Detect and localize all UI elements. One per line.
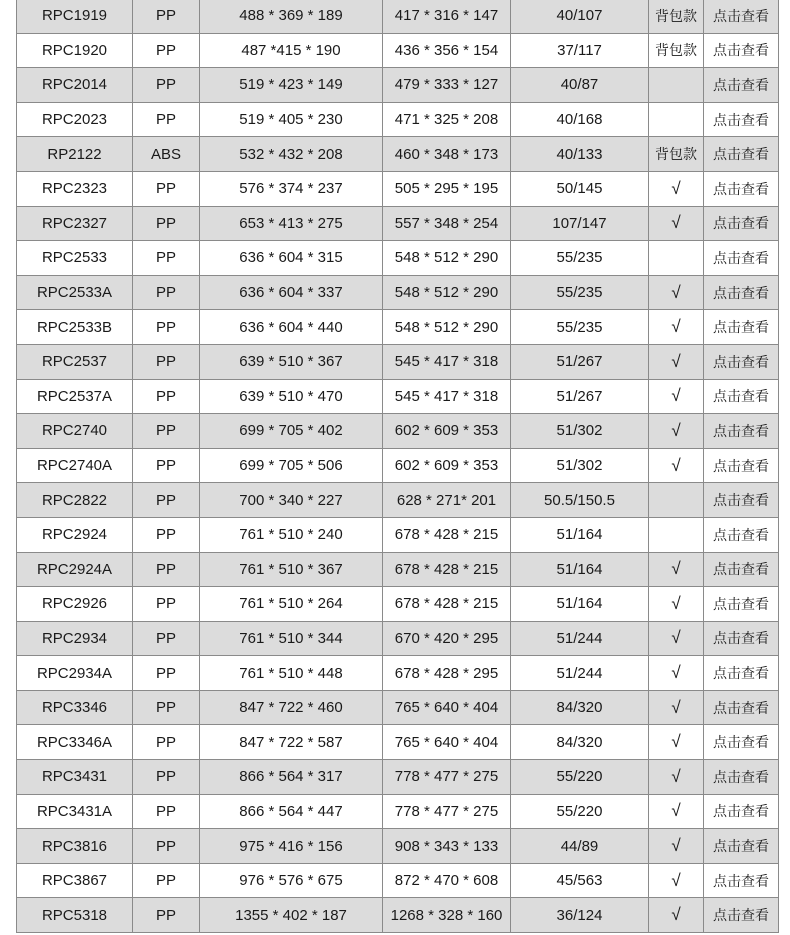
weight-volume-cell: 37/117 [511,33,649,68]
outer-size-cell: 532 * 432 * 208 [200,137,383,172]
material-cell: PP [133,206,200,241]
material-cell: PP [133,898,200,933]
view-details-link[interactable]: 点击查看 [704,102,779,137]
view-details-link[interactable]: 点击查看 [704,587,779,622]
view-details-link[interactable]: 点击查看 [704,171,779,206]
weight-volume-cell: 40/87 [511,68,649,103]
inner-size-cell: 505 * 295 * 195 [383,171,511,206]
weight-volume-cell: 55/220 [511,760,649,795]
material-cell: PP [133,656,200,691]
table-row [17,241,779,276]
model-cell: RPC2537 [17,344,133,379]
table-row [17,863,779,898]
model-cell: RPC2822 [17,483,133,518]
outer-size-cell: 761 * 510 * 264 [200,587,383,622]
outer-size-cell: 976 * 576 * 675 [200,863,383,898]
outer-size-cell: 487 *415 * 190 [200,33,383,68]
view-details-link[interactable]: 点击查看 [704,829,779,864]
model-cell: RPC2934A [17,656,133,691]
weight-volume-cell: 51/244 [511,656,649,691]
table-row [17,33,779,68]
inner-size-cell: 678 * 428 * 295 [383,656,511,691]
view-details-link[interactable]: 点击查看 [704,310,779,345]
model-cell: RPC1919 [17,0,133,33]
material-cell: PP [133,344,200,379]
view-details-link[interactable]: 点击查看 [704,414,779,449]
outer-size-cell: 866 * 564 * 317 [200,760,383,795]
material-cell: PP [133,275,200,310]
inner-size-cell: 548 * 512 * 290 [383,275,511,310]
weight-volume-cell: 36/124 [511,898,649,933]
model-cell: RPC2537A [17,379,133,414]
note-cell [649,68,704,103]
outer-size-cell: 1355 * 402 * 187 [200,898,383,933]
material-cell: PP [133,829,200,864]
material-cell: PP [133,760,200,795]
view-details-link[interactable]: 点击查看 [704,379,779,414]
note-cell: √ [649,621,704,656]
material-cell: PP [133,483,200,518]
model-cell: RPC3816 [17,829,133,864]
inner-size-cell: 602 * 609 * 353 [383,448,511,483]
outer-size-cell: 975 * 416 * 156 [200,829,383,864]
note-cell: √ [649,552,704,587]
weight-volume-cell: 44/89 [511,829,649,864]
view-details-link[interactable]: 点击查看 [704,898,779,933]
material-cell: PP [133,379,200,414]
material-cell: PP [133,171,200,206]
view-details-link[interactable]: 点击查看 [704,517,779,552]
material-cell: PP [133,102,200,137]
note-cell: √ [649,379,704,414]
view-details-link[interactable]: 点击查看 [704,656,779,691]
inner-size-cell: 417 * 316 * 147 [383,0,511,33]
table-row [17,68,779,103]
model-cell: RPC2023 [17,102,133,137]
view-details-link[interactable]: 点击查看 [704,794,779,829]
view-details-link[interactable]: 点击查看 [704,483,779,518]
inner-size-cell: 1268 * 328 * 160 [383,898,511,933]
note-cell: √ [649,171,704,206]
inner-size-cell: 778 * 477 * 275 [383,760,511,795]
inner-size-cell: 557 * 348 * 254 [383,206,511,241]
weight-volume-cell: 55/220 [511,794,649,829]
note-cell: √ [649,275,704,310]
outer-size-cell: 636 * 604 * 440 [200,310,383,345]
table-row [17,760,779,795]
table-row [17,379,779,414]
weight-volume-cell: 84/320 [511,725,649,760]
table-row [17,171,779,206]
note-cell [649,241,704,276]
inner-size-cell: 602 * 609 * 353 [383,414,511,449]
weight-volume-cell: 51/302 [511,448,649,483]
table-body [17,0,779,933]
note-cell: √ [649,760,704,795]
table-row [17,829,779,864]
table-row [17,621,779,656]
view-details-link[interactable]: 点击查看 [704,275,779,310]
weight-volume-cell: 51/164 [511,587,649,622]
outer-size-cell: 761 * 510 * 448 [200,656,383,691]
inner-size-cell: 436 * 356 * 154 [383,33,511,68]
model-cell: RPC3431A [17,794,133,829]
material-cell: PP [133,725,200,760]
material-cell: PP [133,552,200,587]
note-cell: √ [649,829,704,864]
weight-volume-cell: 55/235 [511,275,649,310]
table-row [17,483,779,518]
weight-volume-cell: 51/267 [511,344,649,379]
view-details-link[interactable]: 点击查看 [704,344,779,379]
model-cell: RPC3346A [17,725,133,760]
note-cell: 背包款 [649,33,704,68]
inner-size-cell: 548 * 512 * 290 [383,241,511,276]
model-cell: RP2122 [17,137,133,172]
outer-size-cell: 699 * 705 * 506 [200,448,383,483]
view-details-link[interactable]: 点击查看 [704,725,779,760]
outer-size-cell: 699 * 705 * 402 [200,414,383,449]
weight-volume-cell: 51/244 [511,621,649,656]
model-cell: RPC2924A [17,552,133,587]
weight-volume-cell: 40/168 [511,102,649,137]
inner-size-cell: 765 * 640 * 404 [383,725,511,760]
material-cell: PP [133,0,200,33]
inner-size-cell: 908 * 343 * 133 [383,829,511,864]
weight-volume-cell: 55/235 [511,310,649,345]
outer-size-cell: 519 * 423 * 149 [200,68,383,103]
note-cell: √ [649,448,704,483]
inner-size-cell: 460 * 348 * 173 [383,137,511,172]
outer-size-cell: 761 * 510 * 344 [200,621,383,656]
view-details-link[interactable]: 点击查看 [704,0,779,33]
model-cell: RPC1920 [17,33,133,68]
inner-size-cell: 678 * 428 * 215 [383,552,511,587]
material-cell: ABS [133,137,200,172]
inner-size-cell: 778 * 477 * 275 [383,794,511,829]
inner-size-cell: 678 * 428 * 215 [383,517,511,552]
table-row [17,206,779,241]
material-cell: PP [133,863,200,898]
model-cell: RPC2934 [17,621,133,656]
table-row [17,137,779,172]
model-cell: RPC3346 [17,690,133,725]
weight-volume-cell: 51/302 [511,414,649,449]
model-cell: RPC2533B [17,310,133,345]
view-details-link[interactable]: 点击查看 [704,621,779,656]
table-row [17,898,779,933]
note-cell: √ [649,310,704,345]
note-cell: √ [649,898,704,933]
outer-size-cell: 636 * 604 * 337 [200,275,383,310]
inner-size-cell: 548 * 512 * 290 [383,310,511,345]
weight-volume-cell: 55/235 [511,241,649,276]
product-spec-table-wrapper [16,0,774,933]
table-row [17,587,779,622]
weight-volume-cell: 45/563 [511,863,649,898]
table-row [17,794,779,829]
view-details-link[interactable]: 点击查看 [704,863,779,898]
model-cell: RPC2014 [17,68,133,103]
note-cell [649,517,704,552]
inner-size-cell: 765 * 640 * 404 [383,690,511,725]
inner-size-cell: 545 * 417 * 318 [383,379,511,414]
note-cell: √ [649,725,704,760]
note-cell [649,102,704,137]
outer-size-cell: 639 * 510 * 470 [200,379,383,414]
material-cell: PP [133,690,200,725]
table-row [17,656,779,691]
model-cell: RPC2327 [17,206,133,241]
outer-size-cell: 847 * 722 * 587 [200,725,383,760]
model-cell: RPC2926 [17,587,133,622]
material-cell: PP [133,621,200,656]
model-cell: RPC2323 [17,171,133,206]
outer-size-cell: 761 * 510 * 240 [200,517,383,552]
outer-size-cell: 519 * 405 * 230 [200,102,383,137]
outer-size-cell: 636 * 604 * 315 [200,241,383,276]
table-row [17,310,779,345]
material-cell: PP [133,587,200,622]
material-cell: PP [133,517,200,552]
inner-size-cell: 872 * 470 * 608 [383,863,511,898]
table-row [17,102,779,137]
material-cell: PP [133,241,200,276]
note-cell: √ [649,414,704,449]
weight-volume-cell: 51/267 [511,379,649,414]
view-details-link[interactable]: 点击查看 [704,760,779,795]
weight-volume-cell: 40/133 [511,137,649,172]
model-cell: RPC3431 [17,760,133,795]
model-cell: RPC3867 [17,863,133,898]
inner-size-cell: 545 * 417 * 318 [383,344,511,379]
view-details-link[interactable]: 点击查看 [704,448,779,483]
material-cell: PP [133,310,200,345]
inner-size-cell: 670 * 420 * 295 [383,621,511,656]
view-details-link[interactable]: 点击查看 [704,33,779,68]
outer-size-cell: 576 * 374 * 237 [200,171,383,206]
model-cell: RPC2740A [17,448,133,483]
weight-volume-cell: 51/164 [511,517,649,552]
outer-size-cell: 847 * 722 * 460 [200,690,383,725]
table-row [17,414,779,449]
note-cell: √ [649,863,704,898]
weight-volume-cell: 84/320 [511,690,649,725]
table-row [17,517,779,552]
view-details-link[interactable]: 点击查看 [704,68,779,103]
table-row [17,448,779,483]
outer-size-cell: 866 * 564 * 447 [200,794,383,829]
material-cell: PP [133,794,200,829]
outer-size-cell: 639 * 510 * 367 [200,344,383,379]
inner-size-cell: 628 * 271* 201 [383,483,511,518]
view-details-link[interactable]: 点击查看 [704,206,779,241]
outer-size-cell: 488 * 369 * 189 [200,0,383,33]
product-spec-table [16,0,779,933]
note-cell: 背包款 [649,137,704,172]
note-cell: √ [649,344,704,379]
weight-volume-cell: 51/164 [511,552,649,587]
table-row [17,0,779,33]
note-cell: √ [649,656,704,691]
weight-volume-cell: 50.5/150.5 [511,483,649,518]
table-row [17,725,779,760]
model-cell: RPC2533A [17,275,133,310]
inner-size-cell: 471 * 325 * 208 [383,102,511,137]
view-details-link[interactable]: 点击查看 [704,552,779,587]
view-details-link[interactable]: 点击查看 [704,241,779,276]
model-cell: RPC2924 [17,517,133,552]
table-row [17,552,779,587]
material-cell: PP [133,68,200,103]
view-details-link[interactable]: 点击查看 [704,690,779,725]
material-cell: PP [133,414,200,449]
note-cell: √ [649,690,704,725]
note-cell: 背包款 [649,0,704,33]
note-cell: √ [649,794,704,829]
table-row [17,275,779,310]
material-cell: PP [133,33,200,68]
table-row [17,690,779,725]
weight-volume-cell: 50/145 [511,171,649,206]
model-cell: RPC2533 [17,241,133,276]
material-cell: PP [133,448,200,483]
note-cell: √ [649,206,704,241]
inner-size-cell: 479 * 333 * 127 [383,68,511,103]
weight-volume-cell: 40/107 [511,0,649,33]
note-cell: √ [649,587,704,622]
outer-size-cell: 700 * 340 * 227 [200,483,383,518]
note-cell [649,483,704,518]
model-cell: RPC2740 [17,414,133,449]
outer-size-cell: 761 * 510 * 367 [200,552,383,587]
model-cell: RPC5318 [17,898,133,933]
weight-volume-cell: 107/147 [511,206,649,241]
inner-size-cell: 678 * 428 * 215 [383,587,511,622]
outer-size-cell: 653 * 413 * 275 [200,206,383,241]
table-row [17,344,779,379]
view-details-link[interactable]: 点击查看 [704,137,779,172]
